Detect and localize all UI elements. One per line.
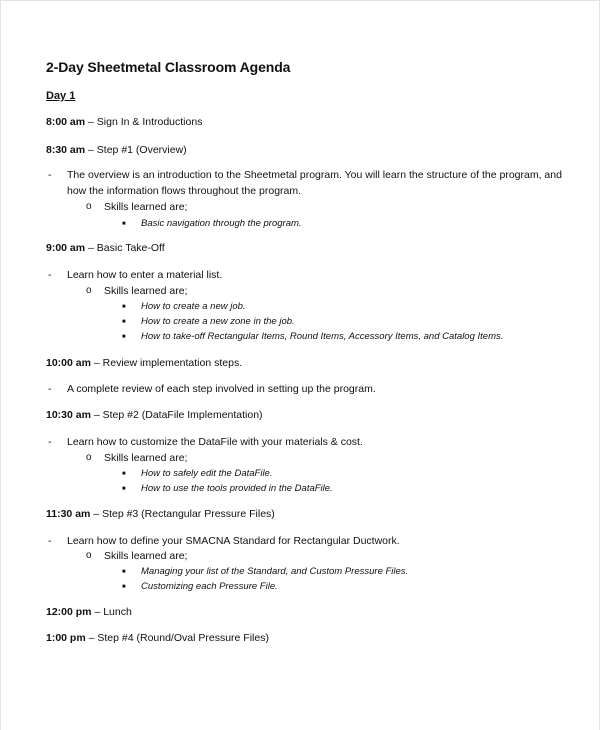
session-separator: – [90, 357, 103, 369]
session-830 [46, 143, 187, 157]
skills-label: Skills learned are; [104, 285, 188, 297]
session-time: 8:00 am [46, 116, 86, 128]
session-800 [46, 115, 202, 129]
session-description: Basic Take-Off [96, 242, 165, 254]
session-separator: – [85, 144, 97, 156]
session-1030 [46, 408, 263, 422]
session-time: 10:00 am [46, 357, 91, 369]
skill-item: How to create a new zone in the job. [141, 316, 295, 327]
skills-label: Skills learned are; [104, 550, 188, 562]
square-bullet: ■ [122, 471, 126, 477]
session-time: 12:00 pm [46, 606, 92, 618]
dash-bullet: - [48, 269, 52, 281]
session-time: 9:00 am [46, 242, 86, 254]
skill-item: Basic navigation through the program. [141, 218, 302, 229]
session-separator: – [90, 409, 103, 421]
session-time: 8:30 am [46, 144, 86, 156]
skill-item: How to safely edit the DataFile. [141, 468, 273, 479]
session-100 [46, 631, 269, 645]
datafile-text: Learn how to customize the DataFile with your materials & cost. [67, 436, 363, 448]
session-separator: – [90, 508, 103, 520]
session-description: Review implementation steps. [102, 357, 243, 369]
agenda-title: 2-Day Sheetmetal Classroom Agenda [46, 59, 291, 75]
session-separator: – [91, 606, 104, 618]
session-1000 [46, 356, 242, 370]
skill-item: How to take-off Rectangular Items, Round Items, Accessory Items, and Catalog Items. [141, 331, 504, 342]
circle-bullet: o [86, 452, 92, 463]
skill-item: Customizing each Pressure File. [141, 581, 278, 592]
day-heading: Day 1 [46, 90, 76, 102]
session-separator: – [85, 242, 97, 254]
square-bullet: ■ [122, 221, 126, 227]
session-separator: – [85, 632, 98, 644]
session-time: 10:30 am [46, 409, 91, 421]
session-description: Lunch [103, 606, 132, 618]
session-time: 11:30 am [46, 508, 91, 520]
session-description: Step #2 (DataFile Implementation) [102, 409, 263, 421]
pressure-text: Learn how to define your SMACNA Standard for Rectangular Ductwork. [67, 535, 400, 547]
circle-bullet: o [86, 550, 92, 561]
dash-bullet: - [48, 169, 52, 181]
overview-text-line1: The overview is an introduction to the Sheetmetal program. You will learn the structure of the program, and [67, 169, 562, 181]
dash-bullet: - [48, 383, 52, 395]
overview-text-line2: how the information flows throughout the program. [67, 185, 302, 197]
takeoff-text: Learn how to enter a material list. [67, 269, 223, 281]
review-text: A complete review of each step involved in setting up the program. [67, 383, 376, 395]
skill-item: How to use the tools provided in the DataFile. [141, 483, 333, 494]
session-1200 [46, 605, 132, 619]
square-bullet: ■ [122, 319, 126, 325]
circle-bullet: o [86, 201, 92, 212]
session-description: Step #3 (Rectangular Pressure Files) [102, 508, 275, 520]
session-description: Sign In & Introductions [96, 116, 203, 128]
square-bullet: ■ [122, 486, 126, 492]
session-description: Step #1 (Overview) [96, 144, 187, 156]
skills-label: Skills learned are; [104, 452, 188, 464]
session-separator: – [85, 116, 97, 128]
square-bullet: ■ [122, 569, 126, 575]
square-bullet: ■ [122, 334, 126, 340]
session-1130 [46, 507, 275, 521]
session-description: Step #4 (Round/Oval Pressure Files) [97, 632, 269, 644]
dash-bullet: - [48, 535, 52, 547]
square-bullet: ■ [122, 304, 126, 310]
circle-bullet: o [86, 285, 92, 296]
dash-bullet: - [48, 436, 52, 448]
session-time: 1:00 pm [46, 632, 86, 644]
skill-item: How to create a new job. [141, 301, 246, 312]
session-900 [46, 241, 165, 255]
square-bullet: ■ [122, 584, 126, 590]
skills-label: Skills learned are; [104, 201, 188, 213]
skill-item: Managing your list of the Standard, and Custom Pressure Files. [141, 566, 409, 577]
